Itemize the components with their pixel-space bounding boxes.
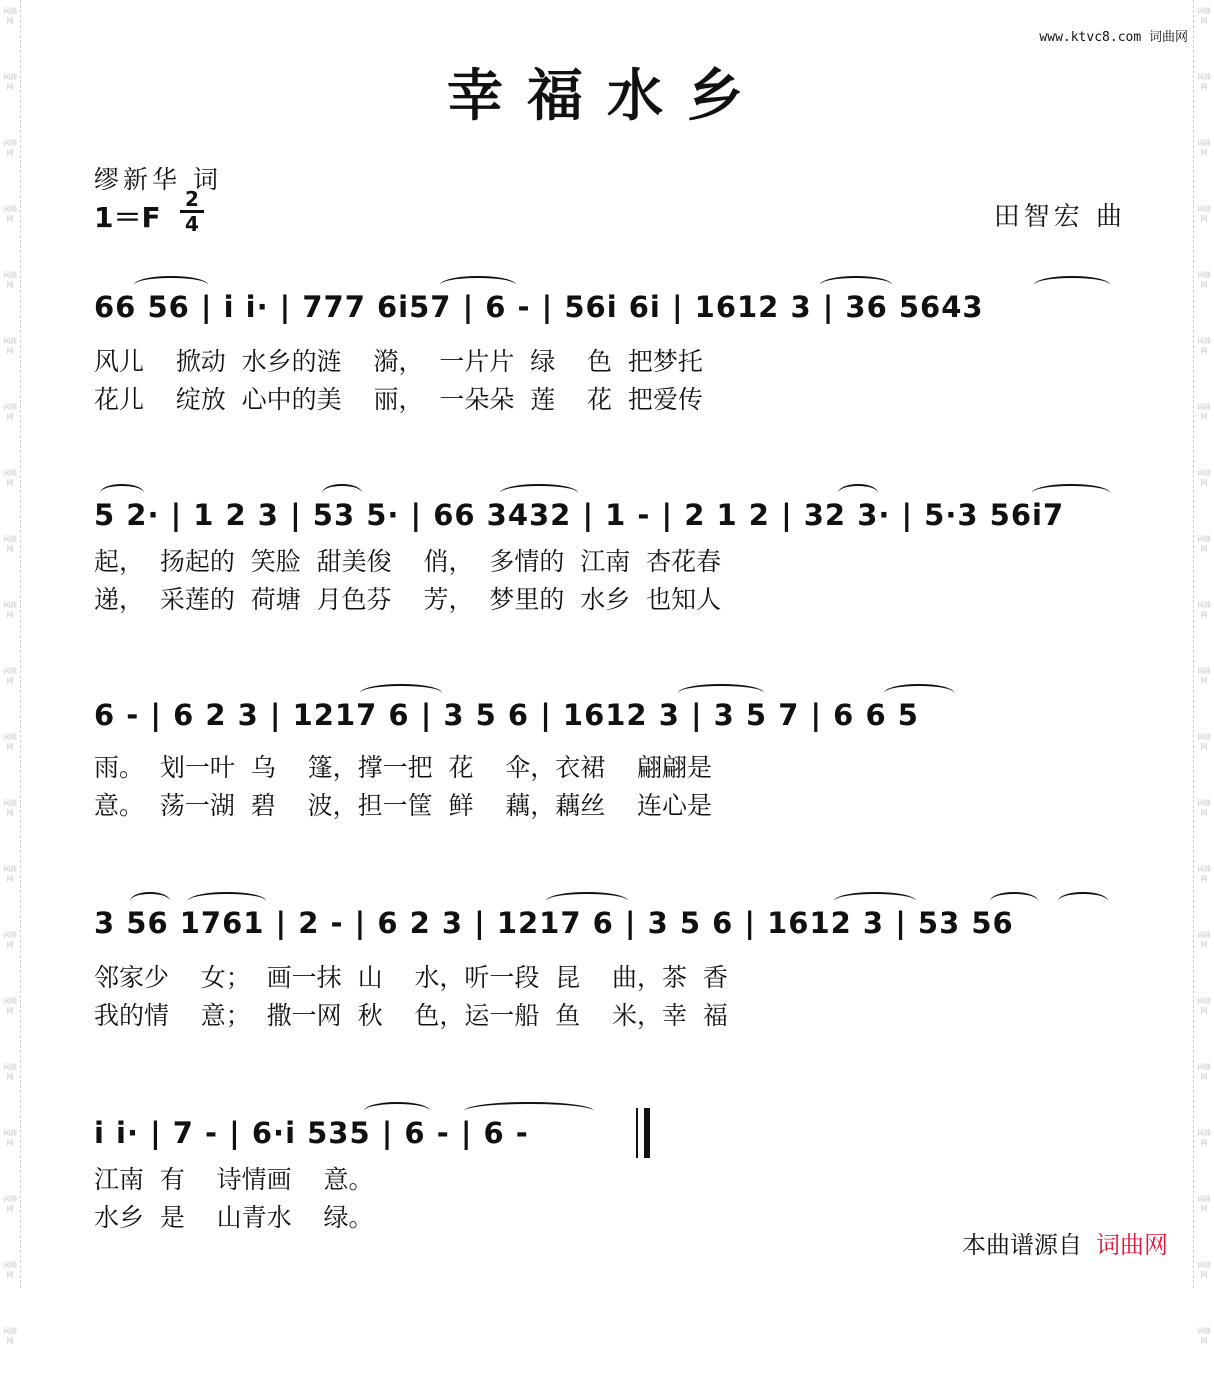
watermark-text: 词曲网	[1197, 73, 1211, 91]
slur-mark	[364, 1102, 430, 1120]
watermark-text: 词曲网	[3, 733, 17, 751]
watermark-text: 词曲网	[1197, 1129, 1211, 1147]
slur-mark	[884, 684, 954, 702]
watermark-text: 词曲网	[3, 403, 17, 421]
watermark-text: 词曲网	[1197, 799, 1211, 817]
slur-mark	[440, 276, 516, 294]
time-signature-bottom: 4	[185, 212, 199, 236]
slur-mark	[1032, 484, 1110, 502]
watermark-text: 词曲网	[3, 271, 17, 289]
watermark-text: 词曲网	[3, 1327, 17, 1345]
watermark-text: 词曲网	[1197, 337, 1211, 355]
slur-mark	[820, 276, 892, 294]
watermark-text: 词曲网	[1197, 1327, 1211, 1345]
final-barline	[644, 1108, 650, 1158]
watermark-text: 词曲网	[3, 337, 17, 355]
time-signature	[180, 188, 204, 235]
song-title: 幸福水乡	[447, 64, 767, 129]
lyric-verse-1: 江南 有 诗情画 意。	[94, 1165, 374, 1194]
slur-mark	[188, 892, 266, 910]
watermark-text: 词曲网	[1197, 1063, 1211, 1081]
source-label: 本曲谱源自	[962, 1231, 1082, 1259]
watermark-text: 词曲网	[3, 1129, 17, 1147]
watermark-text: 词曲网	[3, 931, 17, 949]
slur-mark	[130, 892, 170, 910]
watermark-text: 词曲网	[3, 73, 17, 91]
lyric-verse-2: 花儿 绽放 心中的美 丽， 一朵朵 莲 花 把爱传	[94, 385, 703, 414]
slur-mark	[1058, 892, 1108, 910]
watermark-text: 词曲网	[3, 1195, 17, 1213]
watermark-text: 词曲网	[3, 469, 17, 487]
watermark-text: 词曲网	[3, 1261, 17, 1279]
score-system-3	[0, 698, 1214, 848]
watermark-text: 词曲网	[1197, 931, 1211, 949]
watermark-text: 词曲网	[3, 205, 17, 223]
watermark-text: 词曲网	[1197, 139, 1211, 157]
notation-line: i i· | 7 - | 6·i 535 | 6 - | 6 -	[94, 1116, 529, 1150]
watermark-text: 词曲网	[3, 667, 17, 685]
watermark-text: 词曲网	[1197, 667, 1211, 685]
score-system-4	[0, 906, 1214, 1056]
lyric-verse-2: 递， 采莲的 荷塘 月色芬 芳， 梦里的 水乡 也知人	[94, 585, 722, 614]
score-system-1	[0, 290, 1214, 440]
watermark-text: 词曲网	[1197, 1195, 1211, 1213]
slur-mark	[990, 892, 1038, 910]
slur-mark	[134, 276, 208, 294]
watermark-text: 词曲网	[3, 1063, 17, 1081]
slur-mark	[464, 1102, 594, 1120]
lyric-verse-2: 意。 荡一湖 碧 波，担一筐 鲜 藕，藕丝 连心是	[94, 791, 713, 820]
slur-mark	[360, 684, 442, 702]
key-signature: 1＝F	[94, 201, 161, 234]
watermark-text: 词曲网	[3, 601, 17, 619]
watermark-text: 词曲网	[3, 535, 17, 553]
lyric-verse-2: 我的情 意； 撒一网 秋 色，运一船 鱼 米，幸 福	[94, 1001, 728, 1030]
lyric-verse-2: 水乡 是 山青水 绿。	[94, 1203, 374, 1232]
watermark-text: 词曲网	[1197, 1261, 1211, 1279]
watermark-text: 词曲网	[3, 799, 17, 817]
watermark-text: 词曲网	[3, 7, 17, 25]
time-signature-top: 2	[180, 188, 204, 213]
notation-line: 66 56 | i i· | 777 6i57 | 6 - | 56i 6i | 1612 3 | 36 5643	[94, 290, 984, 324]
slur-mark	[678, 684, 764, 702]
source-footer	[962, 1225, 1168, 1260]
watermark-text: 词曲网	[1197, 7, 1211, 25]
watermark-text: 词曲网	[1197, 601, 1211, 619]
watermark-text: 词曲网	[1197, 403, 1211, 421]
site-url[interactable]: www.ktvc8.com 词曲网	[1039, 30, 1188, 45]
watermark-text: 词曲网	[1197, 733, 1211, 751]
slur-mark	[322, 484, 362, 502]
slur-mark	[838, 484, 878, 502]
watermark-text: 词曲网	[1197, 205, 1211, 223]
composer-credit: 田智宏 曲	[993, 202, 1126, 232]
lyric-verse-1: 起， 扬起的 笑脸 甜美俊 俏， 多情的 江南 杏花春	[94, 547, 722, 576]
lyric-verse-1: 风儿 掀动 水乡的涟 漪， 一片片 绿 色 把梦托	[94, 347, 703, 376]
notation-line: 5 2· | 1 2 3 | 53 5· | 66 3432 | 1 - | 2 1 2 | 32 3· | 5·3 56i7	[94, 498, 1065, 532]
score-system-2	[0, 498, 1214, 648]
notation-line: 6 - | 6 2 3 | 1217 6 | 3 5 6 | 1612 3 | 3 5 7 | 6 6 5	[94, 698, 919, 732]
barline	[636, 1108, 638, 1158]
watermark-text: 词曲网	[1197, 997, 1211, 1015]
watermark-text: 词曲网	[1197, 865, 1211, 883]
lyricist-credit: 缪新华 词	[94, 165, 222, 194]
watermark-text: 词曲网	[3, 997, 17, 1015]
slur-mark	[1034, 276, 1110, 294]
lyric-verse-1: 邻家少 女； 画一抹 山 水，听一段 昆 曲，茶 香	[94, 963, 728, 992]
watermark-text: 词曲网	[1197, 469, 1211, 487]
slur-mark	[546, 892, 628, 910]
watermark-text: 词曲网	[3, 139, 17, 157]
notation-line: 3 56 1761 | 2 - | 6 2 3 | 1217 6 | 3 5 6 | 1612 3 | 53 56	[94, 906, 1014, 940]
watermark-text: 词曲网	[1197, 535, 1211, 553]
source-site-link[interactable]: 词曲网	[1096, 1231, 1168, 1259]
slur-mark	[100, 484, 144, 502]
slur-mark	[500, 484, 578, 502]
slur-mark	[834, 892, 916, 910]
lyric-verse-1: 雨。 划一叶 乌 篷，撑一把 花 伞，衣裙 翩翩是	[94, 753, 713, 782]
watermark-text: 词曲网	[3, 865, 17, 883]
watermark-text: 词曲网	[1197, 271, 1211, 289]
